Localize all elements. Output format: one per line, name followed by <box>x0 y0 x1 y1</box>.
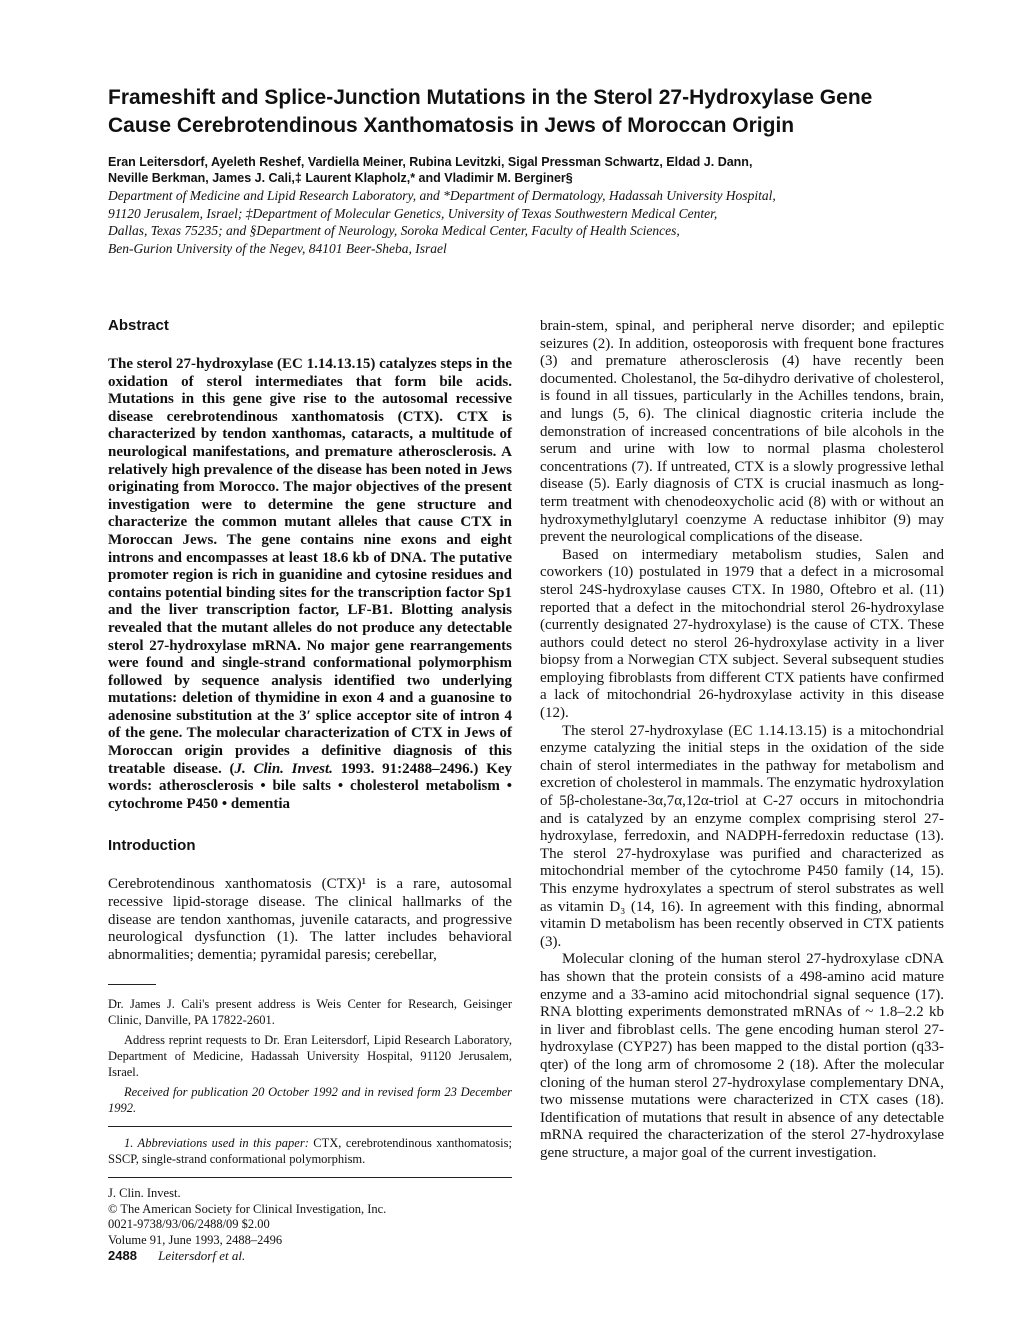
abstract-keywords: 1993. 91:2488–2496.) Key words: atherosclerosis • bile salts • cholesterol metabolism • cytochrome P450 • dementia <box>108 760 513 812</box>
footnote-cali-address: Dr. James J. Cali's present address is Weis Center for Research, Geisinger Clinic, Danville, PA 17822-2601. <box>108 997 512 1028</box>
introduction-heading: Introduction <box>108 837 196 855</box>
authors-line-1: Eran Leitersdorf, Ayeleth Reshef, Vardiella Meiner, Rubina Levitzki, Sigal Pressman Schwartz, Eldad J. Dann, <box>108 155 753 169</box>
journal-name: J. Clin. Invest. <box>108 1186 181 1201</box>
intro-paragraph-3: The sterol 27-hydroxylase (EC 1.14.13.15) is a mitochondrial enzyme catalyzing the initial steps in the oxidation of the side chain of sterol intermediates in the pathway for metabolism and excretion of cholesterol in mammals. The enzymatic hydroxylation of 5β-cholestane-3α,7α,12α-triol at C-27 occurs in mitochondria and is catalyzed by an enzyme complex comprising sterol 27-hydroxylase, ferredoxin, and NADPH-ferredoxin reductase (13). The sterol 27-hydroxylase was purified and characterized as mitochondrial member of the cytochrome P450 family (14, 15). This enzyme hydroxylates a spectrum of sterol substrates as well as vitamin D₃ (14, 16). In agreement with this finding, abnormal vitamin D metabolism has been recently observed in CTX patients (3). <box>540 722 944 950</box>
affiliation-line-3: Dallas, Texas 75235; and §Department of Neurology, Soroka Medical Center, Faculty of Health Sciences, <box>108 223 680 238</box>
received-text: Received for publication 20 October 1992 and in revised form 23 December 1992. <box>108 1085 512 1116</box>
abstract-text <box>108 356 512 813</box>
footnote-divider-abbrev <box>108 1126 512 1127</box>
abstract-citation: J. Clin. Invest. <box>234 760 333 777</box>
article-title <box>108 84 928 140</box>
affiliation-line-4: Ben-Gurion University of the Negev, 84101 Beer-Sheba, Israel <box>108 240 447 256</box>
page-footer <box>108 1248 245 1264</box>
intro-paragraph-4: Molecular cloning of the human sterol 27-hydroxylase cDNA has shown that the protein consists of a 498-amino acid mature enzyme and a 33-amino acid mitochondrial signal sequence (17). RNA blotting experiments demonstrated mRNAs of ~ 1.8–2.2 kb in liver and fibroblast cells. The gene encoding human sterol 27-hydroxylase (CYP27) has been mapped to the distal portion (q33-qter) of the long arm of chromosome 2 (18). After the molecular cloning of the human sterol 27-hydroxylase complementary DNA, two missense mutations were characterized in CTX cases (18). Identification of mutations that result in absence of any detectable mRNA required the characterization of the sterol 27-hydroxylase gene structure, a major goal of the current investigation. <box>540 951 944 1161</box>
journal-info <box>108 1186 512 1248</box>
intro-paragraph-2: Based on intermediary metabolism studies, Salen and coworkers (10) postulated in 1979 that a defect in a microsomal sterol 24S-hydroxylase causes CTX. In 1980, Oftebro et al. (11) reported that a defect in the mitochondrial sterol 26-hydroxylase (currently designated 27-hydroxylase) is the cause of CTX. These authors could detect no sterol 26-hydroxylase activity in a liver biopsy from a Norwegian CTX subject. Several subsequent studies employing fibroblasts from different CTX patients have confirmed a lack of mitochondrial 26-hydroxylase activity in this disease (12). <box>540 546 944 722</box>
abstract-body: The sterol 27-hydroxylase (EC 1.14.13.15) catalyzes steps in the oxidation of sterol intermediates that form bile acids. Mutations in this gene give rise to the autosomal recessive disease cerebrotendinous xanthomatosis (CTX). CTX is characterized by tendon xanthomas, cataracts, a multitude of neurological manifestations, and premature atherosclerosis. A relatively high prevalence of the disease has been noted in Jews originating from Morocco. The major objectives of the present investigation were to determine the gene structure and characterize the common mutant alleles that cause CTX in Moroccan Jews. The gene contains nine exons and eight introns and encompasses at least 18.6 kb of DNA. The putative promoter region is rich in guanidine and cytosine residues and contains potential binding sites for the transcription factor Sp1 and the liver transcription factor, LF-B1. Blotting analysis revealed that the mutant alleles do not produce any detectable sterol 27-hydroxylase mRNA. No major gene rearrangements were found and single-strand conformational polymorphism followed by sequence analysis identified two underlying mutations: deletion of thymidine in exon 4 and a guanosine to adenosine substitution at the 3′ splice acceptor site of intron 4 of the gene. The molecular characterization of CTX in Jews of Moroccan origin provides a definitive diagnosis of this treatable disease. ( <box>108 356 513 777</box>
page-number: 2488 <box>108 1248 137 1263</box>
footnote-received <box>108 1084 512 1116</box>
right-column <box>540 318 944 1163</box>
affiliations <box>108 187 928 257</box>
abbrev-label: 1. Abbreviations used in this paper: <box>124 1136 309 1151</box>
introduction-paragraph-1: Cerebrotendinous xanthomatosis (CTX)¹ is a rare, autosomal recessive lipid-storage disease. The clinical hallmarks of the disease are tendon xanthomas, juvenile cataracts, and progressive neurological dysfunction (1). The latter includes behavioral abnormalities; dementia; pyramidal paresis; cerebellar, <box>108 876 512 963</box>
left-column <box>108 316 512 1248</box>
footnote-abbreviations <box>108 1135 512 1167</box>
author-list <box>108 154 908 186</box>
footnote-reprint: Address reprint requests to Dr. Eran Leitersdorf, Lipid Research Laboratory, Department of Medicine, Hadassah University Hospital, 91120 Jerusalem, Israel. <box>108 1033 512 1080</box>
journal-issn: 0021-9738/93/06/2488/09 $2.00 <box>108 1217 270 1232</box>
affiliation-line-2: 91120 Jerusalem, Israel; ‡Department of Molecular Genetics, University of Texas Southwestern Medical Center, <box>108 205 718 221</box>
intro-paragraph-continued: brain-stem, spinal, and peripheral nerve disorder; and epileptic seizures (2). In addition, osteoporosis with frequent bone fractures (3) and premature atherosclerosis (4) have recently been documented. Cholestanol, the 5α-dihydro derivative of cholesterol, is found in all tissues, particularly in the Achilles tendons, brain, and lungs (5, 6). The clinical diagnostic criteria include the demonstration of increased concentrations of bile alcohols in the serum and urine with low to normal plasma cholesterol concentrations (7). If untreated, CTX is a slowly progressive lethal disease (5). Early diagnosis of CTX is crucial inasmuch as long-term treatment with chenodeoxycholic acid (8) with or without an hydroxymethylglutaryl coenzyme A reductase inhibitor (9) may prevent the neurological complications of the disease. <box>540 318 944 546</box>
journal-volume: Volume 91, June 1993, 2488–2496 <box>108 1232 283 1247</box>
authors-line-2: Neville Berkman, James J. Cali,‡ Laurent Klapholz,* and Vladimir M. Berginer§ <box>108 171 573 185</box>
journal-copyright: © The American Society for Clinical Investigation, Inc. <box>108 1201 387 1216</box>
footnote-divider <box>108 984 156 985</box>
title-line-2: Cause Cerebrotendinous Xanthomatosis in Jews of Moroccan Origin <box>108 114 795 137</box>
abbrev-text: CTX, cerebrotendinous xanthomatosis; SSCP, single-strand conformational polymorphism. <box>108 1136 512 1167</box>
affiliation-line-1: Department of Medicine and Lipid Research Laboratory, and *Department of Dermatology, Hadassah University Hospital, <box>108 188 776 203</box>
title-line-1: Frameshift and Splice-Junction Mutations in the Sterol 27-Hydroxylase Gene <box>108 86 873 109</box>
running-author: Leitersdorf et al. <box>158 1248 246 1263</box>
journal-divider <box>108 1177 512 1178</box>
abstract-heading: Abstract <box>108 317 169 334</box>
